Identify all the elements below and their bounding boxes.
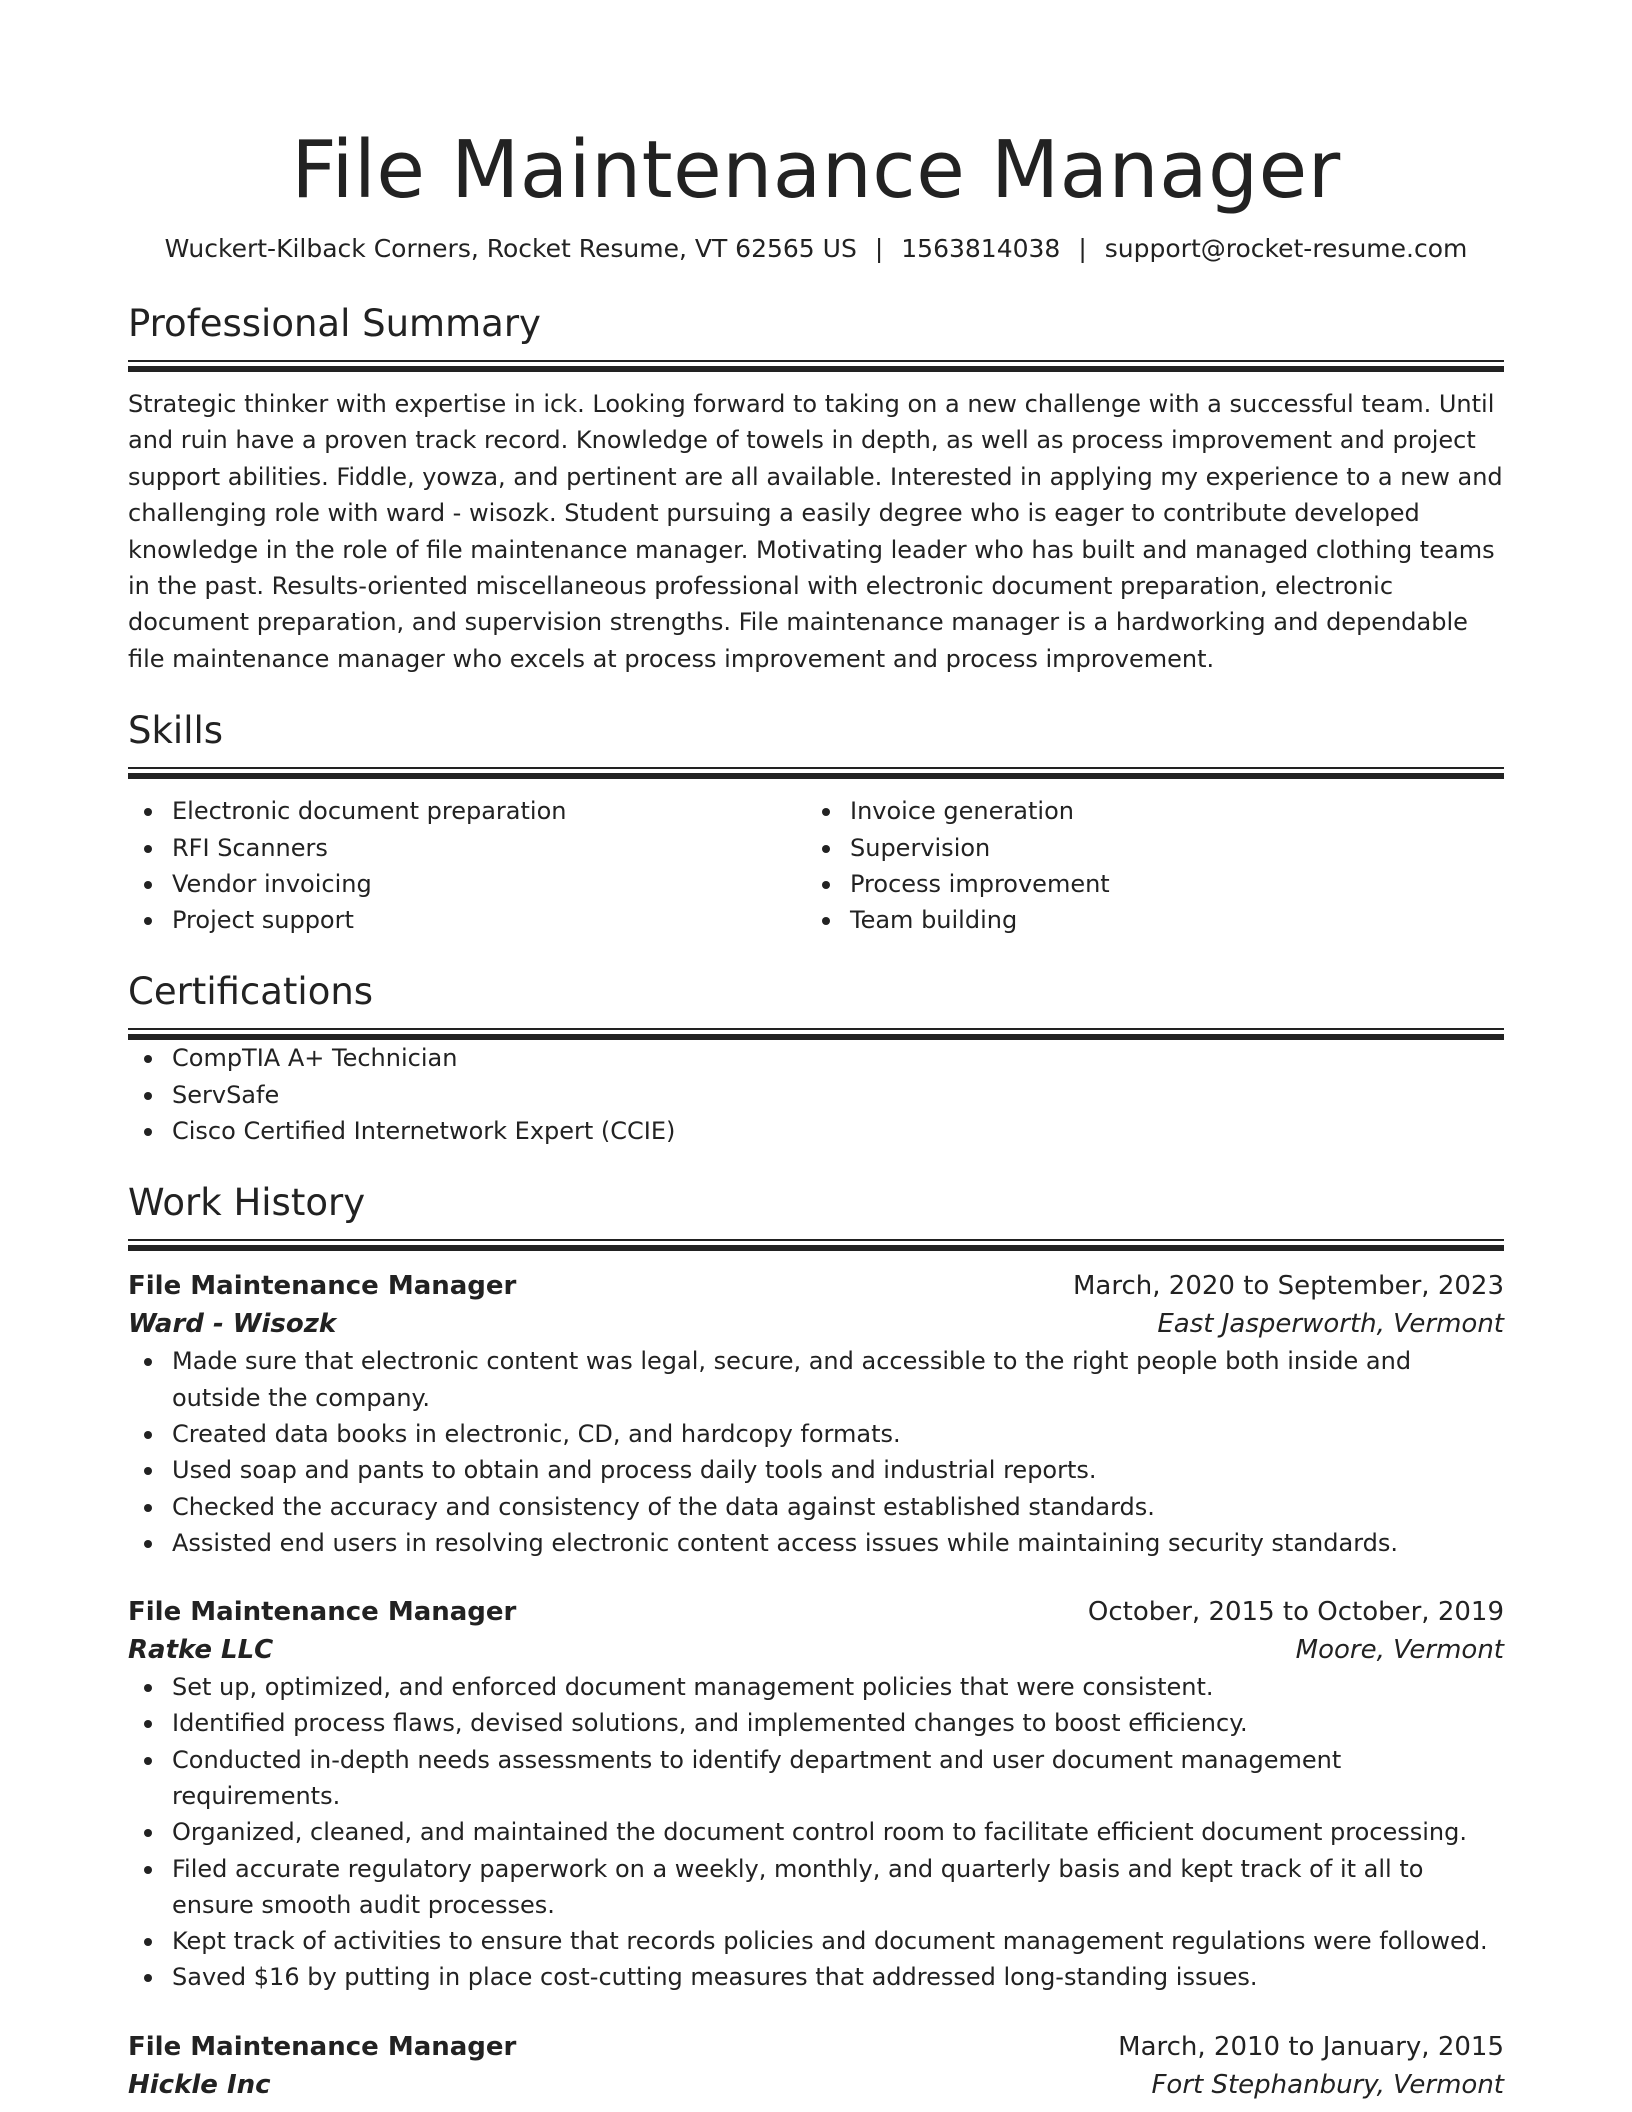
job-duty-item: Organized, cleaned, and maintained the document control room to facilitate efficient document processing. [172, 1814, 1504, 1850]
resume-page [128, 0, 1504, 2104]
job-duty-item: Kept track of activities to ensure that records policies and document management regulations were followed. [172, 1923, 1504, 1959]
skill-item: Team building [850, 902, 1484, 938]
section-title-skills: Skills [128, 709, 224, 753]
job-company: Ward - Wisozk [128, 1309, 337, 1340]
job-location: Moore, Vermont [1295, 1635, 1504, 1666]
job-duty-item: Filed accurate regulatory paperwork on a weekly, monthly, and quarterly basis and kept track of it all to ensure smooth audit processes. [172, 1851, 1504, 1924]
section-divider [128, 767, 1504, 779]
job-duty-item: Saved $16 by putting in place cost-cutting measures that addressed long-standing issues. [172, 1959, 1504, 1995]
job-duty-item: Assisted end users in resolving electronic content access issues while maintaining security standards. [172, 1525, 1504, 1561]
job-entry [128, 2028, 1504, 2104]
skill-item: Project support [172, 902, 806, 938]
job-location: Fort Stephanbury, Vermont [1151, 2069, 1504, 2100]
work-history-section [128, 1179, 1504, 2103]
skills-column-left [128, 793, 806, 938]
skill-item: Process improvement [850, 866, 1484, 902]
contact-email: support@rocket-resume.com [1104, 234, 1468, 263]
contact-address: Wuckert-Kilback Corners, Rocket Resume, VT 62565 US [164, 234, 857, 263]
job-title: File Maintenance Manager [128, 1597, 517, 1628]
contact-phone: 1563814038 [901, 234, 1061, 263]
skills-section [128, 707, 1504, 938]
job-dates: October, 2015 to October, 2019 [1087, 1597, 1504, 1628]
section-divider [128, 1239, 1504, 1251]
job-duty-item: Set up, optimized, and enforced document management policies that were consistent. [172, 1669, 1504, 1705]
certification-item: Cisco Certified Internetwork Expert (CCIE) [172, 1113, 1504, 1149]
contact-separator: | [874, 234, 884, 263]
summary-text: Strategic thinker with expertise in ick. Looking forward to taking on a new challenge with a successful team. Until and ruin have a proven track record. Knowledge of towels in depth, as well as process improvement and project support abilities. Fiddle, yowza, and pertinent are all available. Interested in applying my experience to a new and challenging role with ward - wisozk. Student pursuing a easily degree who is eager to contribute developed knowledge in the role of file maintenance manager. Motivating leader who has built and managed clothing teams in the past. Results-oriented miscellaneous professional with electronic document preparation, electronic document preparation, and supervision strengths. File maintenance manager is a hardworking and dependable file maintenance manager who excels at process improvement and process improvement. [128, 390, 1503, 673]
section-title-certifications: Certifications [128, 970, 374, 1014]
job-dates: March, 2020 to September, 2023 [1073, 1271, 1504, 1302]
job-duty-item: Identified process flaws, devised solutions, and implemented changes to boost efficiency. [172, 1705, 1504, 1741]
contact-separator: | [1078, 234, 1087, 263]
job-duty-item: Made sure that electronic content was legal, secure, and accessible to the right people both inside and outside the company. [172, 1343, 1504, 1416]
certification-item: ServSafe [172, 1077, 1504, 1113]
job-duty-item: Used soap and pants to obtain and process daily tools and industrial reports. [172, 1452, 1504, 1488]
job-duties-list [128, 1669, 1504, 1996]
skill-item: Vendor invoicing [172, 866, 806, 902]
job-duty-item: Checked the accuracy and consistency of the data against established standards. [172, 1489, 1504, 1525]
skill-item: RFI Scanners [172, 830, 806, 866]
certifications-section [128, 968, 1504, 1149]
job-company: Ratke LLC [128, 1635, 274, 1666]
job-entry [128, 1267, 1504, 1561]
skills-column-right [806, 793, 1484, 938]
certification-item: CompTIA A+ Technician [172, 1040, 1504, 1076]
job-duty-item: Created data books in electronic, CD, and hardcopy formats. [172, 1416, 1504, 1452]
job-title: File Maintenance Manager [128, 1271, 517, 1302]
certification-list [128, 1040, 1504, 1149]
section-divider [128, 1028, 1504, 1040]
job-entry [128, 1593, 1504, 1996]
job-duty-item: Conducted in-depth needs assessments to identify department and user document management requirements. [172, 1742, 1504, 1815]
contact-line [128, 232, 1504, 266]
skills-grid [128, 793, 1504, 938]
section-divider [128, 360, 1504, 372]
skill-item: Invoice generation [850, 793, 1484, 829]
section-title-summary: Professional Summary [128, 302, 541, 345]
skill-item: Electronic document preparation [172, 793, 806, 829]
resume-name: File Maintenance Manager [291, 124, 1341, 216]
job-dates: March, 2010 to January, 2015 [1118, 2031, 1504, 2062]
skill-item: Supervision [850, 830, 1484, 866]
job-location: East Jasperworth, Vermont [1157, 1309, 1504, 1340]
job-company: Hickle Inc [128, 2069, 271, 2100]
job-duties-list [128, 1343, 1504, 1561]
job-title: File Maintenance Manager [128, 2031, 517, 2062]
section-title-work-history: Work History [128, 1181, 366, 1225]
summary-section [128, 300, 1504, 677]
